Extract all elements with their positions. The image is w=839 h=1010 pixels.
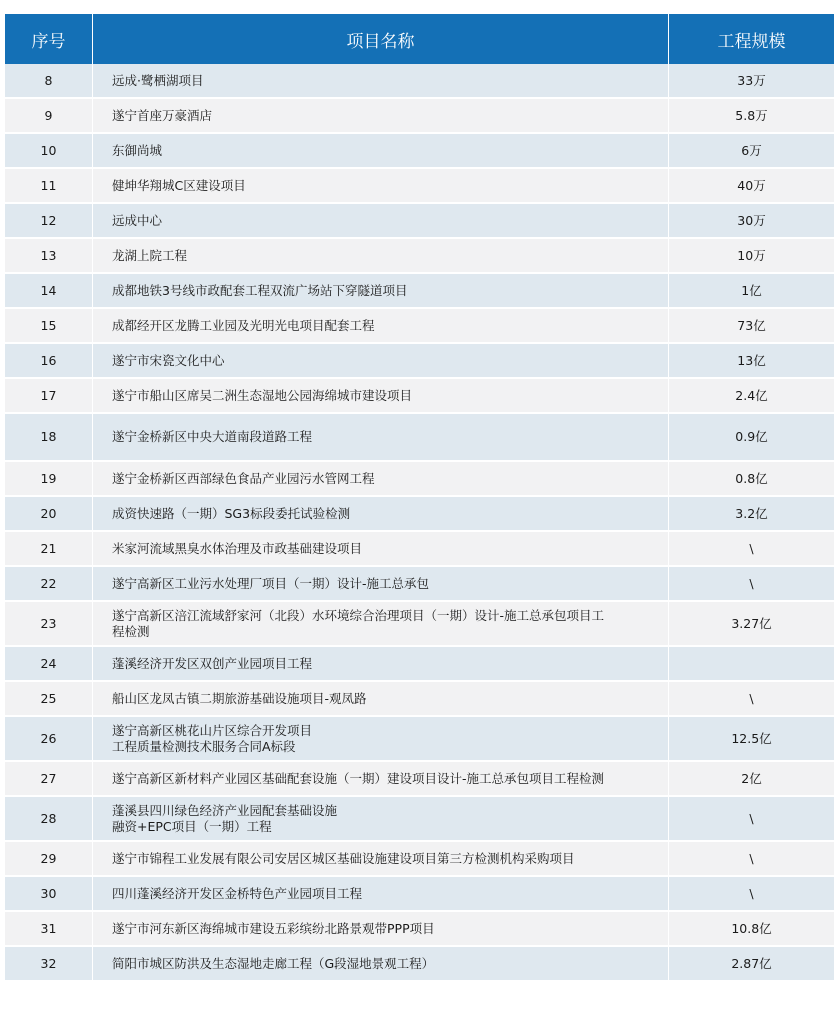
project-name-line: 简阳市城区防洪及生态湿地走廊工程（G段湿地景观工程） (112, 955, 435, 971)
table-row (5, 842, 834, 877)
row-scale: 5.8万 (668, 99, 834, 134)
table-row (5, 602, 834, 647)
row-index: 20 (5, 497, 92, 532)
table-row (5, 682, 834, 717)
row-scale: \ (668, 567, 834, 602)
table-body (5, 64, 834, 982)
row-scale: 73亿 (668, 309, 834, 344)
project-name-line: 四川蓬溪经济开发区金桥特色产业园项目工程 (112, 885, 363, 901)
project-name-line: 米家河流域黑臭水体治理及市政基础建设项目 (112, 540, 363, 556)
row-project-name (92, 947, 668, 982)
row-scale: \ (668, 877, 834, 912)
row-project-name (92, 762, 668, 797)
project-name-line: 龙湖上院工程 (112, 247, 188, 263)
project-name-line: 遂宁金桥新区中央大道南段道路工程 (112, 429, 313, 444)
project-name-line: 遂宁高新区桃花山片区综合开发项目 (112, 722, 313, 738)
row-scale: 33万 (668, 64, 834, 99)
table-row (5, 274, 834, 309)
row-index: 32 (5, 947, 92, 982)
row-project-name (92, 682, 668, 717)
row-project-name (92, 309, 668, 344)
row-project-name (92, 64, 668, 99)
row-index: 10 (5, 134, 92, 169)
row-scale: 6万 (668, 134, 834, 169)
row-scale (668, 647, 834, 682)
table-row (5, 877, 834, 912)
row-project-name (92, 912, 668, 947)
project-table (5, 14, 834, 982)
table-row (5, 379, 834, 414)
project-name-line: 成资快速路（一期）SG3标段委托试验检测 (112, 505, 351, 521)
table-row (5, 99, 834, 134)
table-row (5, 414, 834, 462)
table-row (5, 567, 834, 602)
row-index: 25 (5, 682, 92, 717)
table-row (5, 912, 834, 947)
project-name-line: 工程质量检测技术服务合同A标段 (112, 738, 296, 754)
row-index: 17 (5, 379, 92, 414)
row-scale: 2.4亿 (668, 379, 834, 414)
row-scale: 40万 (668, 169, 834, 204)
row-scale: \ (668, 797, 834, 842)
row-project-name (92, 379, 668, 414)
row-index: 9 (5, 99, 92, 134)
row-project-name (92, 842, 668, 877)
row-index: 14 (5, 274, 92, 309)
row-index: 30 (5, 877, 92, 912)
row-index: 13 (5, 239, 92, 274)
row-scale: \ (668, 682, 834, 717)
row-scale: 3.27亿 (668, 602, 834, 647)
row-index: 8 (5, 64, 92, 99)
row-scale: 10万 (668, 239, 834, 274)
row-project-name (92, 647, 668, 682)
row-project-name (92, 717, 668, 762)
row-index: 21 (5, 532, 92, 567)
row-index: 23 (5, 602, 92, 647)
row-project-name (92, 462, 668, 497)
table-row (5, 64, 834, 99)
table-row (5, 204, 834, 239)
row-index: 16 (5, 344, 92, 379)
table-row (5, 169, 834, 204)
row-index: 22 (5, 567, 92, 602)
table-row (5, 309, 834, 344)
row-project-name (92, 414, 668, 462)
row-scale: 3.2亿 (668, 497, 834, 532)
row-index: 31 (5, 912, 92, 947)
row-scale: 0.8亿 (668, 462, 834, 497)
row-index: 15 (5, 309, 92, 344)
header-index: 序号 (5, 14, 92, 64)
project-name-line: 遂宁市锦程工业发展有限公司安居区城区基础设施建设项目第三方检测机构采购项目 (112, 850, 575, 866)
row-project-name (92, 204, 668, 239)
row-scale: 2.87亿 (668, 947, 834, 982)
row-scale: 2亿 (668, 762, 834, 797)
project-name-line: 程检测 (112, 623, 150, 639)
row-project-name (92, 567, 668, 602)
project-name-line: 蓬溪经济开发区双创产业园项目工程 (112, 655, 313, 671)
project-name-line: 遂宁市宋瓷文化中心 (112, 352, 225, 368)
row-project-name (92, 344, 668, 379)
row-scale: 12.5亿 (668, 717, 834, 762)
row-project-name (92, 134, 668, 169)
table-row (5, 532, 834, 567)
row-project-name (92, 797, 668, 842)
row-project-name (92, 274, 668, 309)
row-index: 19 (5, 462, 92, 497)
row-index: 18 (5, 414, 92, 462)
project-name-line: 船山区龙凤古镇二期旅游基础设施项目-观凤路 (112, 690, 367, 706)
project-name-line: 遂宁市船山区席吴二洲生态湿地公园海绵城市建设项目 (112, 387, 413, 403)
table-row (5, 947, 834, 982)
table-row (5, 344, 834, 379)
row-project-name (92, 497, 668, 532)
row-index: 12 (5, 204, 92, 239)
project-name-line: 遂宁首座万豪酒店 (112, 107, 213, 123)
project-name-line: 遂宁高新区涪江流域舒家河（北段）水环境综合治理项目（一期）设计-施工总承包项目工 (112, 607, 605, 623)
row-scale: 1亿 (668, 274, 834, 309)
row-index: 28 (5, 797, 92, 842)
project-name-line: 遂宁高新区新材料产业园区基础配套设施（一期）建设项目设计-施工总承包项目工程检测 (112, 770, 605, 786)
project-name-line: 遂宁市河东新区海绵城市建设五彩缤纷北路景观带PPP项目 (112, 920, 435, 936)
row-project-name (92, 99, 668, 134)
table-row (5, 797, 834, 842)
row-index: 24 (5, 647, 92, 682)
project-name-line: 成都经开区龙腾工业园及光明光电项目配套工程 (112, 317, 375, 333)
row-scale: 13亿 (668, 344, 834, 379)
table-header-row (5, 14, 834, 64)
row-index: 27 (5, 762, 92, 797)
table-row (5, 462, 834, 497)
row-index: 29 (5, 842, 92, 877)
table-row (5, 762, 834, 797)
project-name-line: 成都地铁3号线市政配套工程双流广场站下穿隧道项目 (112, 282, 408, 298)
project-name-line: 遂宁金桥新区西部绿色食品产业园污水管网工程 (112, 470, 375, 486)
header-project-name: 项目名称 (92, 14, 668, 64)
row-project-name (92, 239, 668, 274)
row-scale: 10.8亿 (668, 912, 834, 947)
project-name-line: 融资+EPC项目（一期）工程 (112, 818, 272, 834)
row-scale: \ (668, 532, 834, 567)
row-scale: \ (668, 842, 834, 877)
table-row (5, 134, 834, 169)
project-name-line: 健坤华翔城C区建设项目 (112, 177, 246, 193)
table-row (5, 239, 834, 274)
row-scale: 0.9亿 (668, 414, 834, 462)
row-project-name (92, 169, 668, 204)
table-row (5, 717, 834, 762)
row-project-name (92, 602, 668, 647)
row-index: 11 (5, 169, 92, 204)
project-name-line: 遂宁高新区工业污水处理厂项目（一期）设计-施工总承包 (112, 575, 430, 591)
project-name-line: 东御尚城 (112, 142, 163, 158)
row-project-name (92, 532, 668, 567)
project-name-line: 蓬溪县四川绿色经济产业园配套基础设施 (112, 802, 338, 818)
row-scale: 30万 (668, 204, 834, 239)
project-name-line: 远成·鹭栖湖项目 (112, 72, 204, 88)
table-row (5, 497, 834, 532)
project-name-line: 远成中心 (112, 212, 163, 228)
row-index: 26 (5, 717, 92, 762)
header-scale: 工程规模 (668, 14, 834, 64)
row-project-name (92, 877, 668, 912)
table-row (5, 647, 834, 682)
